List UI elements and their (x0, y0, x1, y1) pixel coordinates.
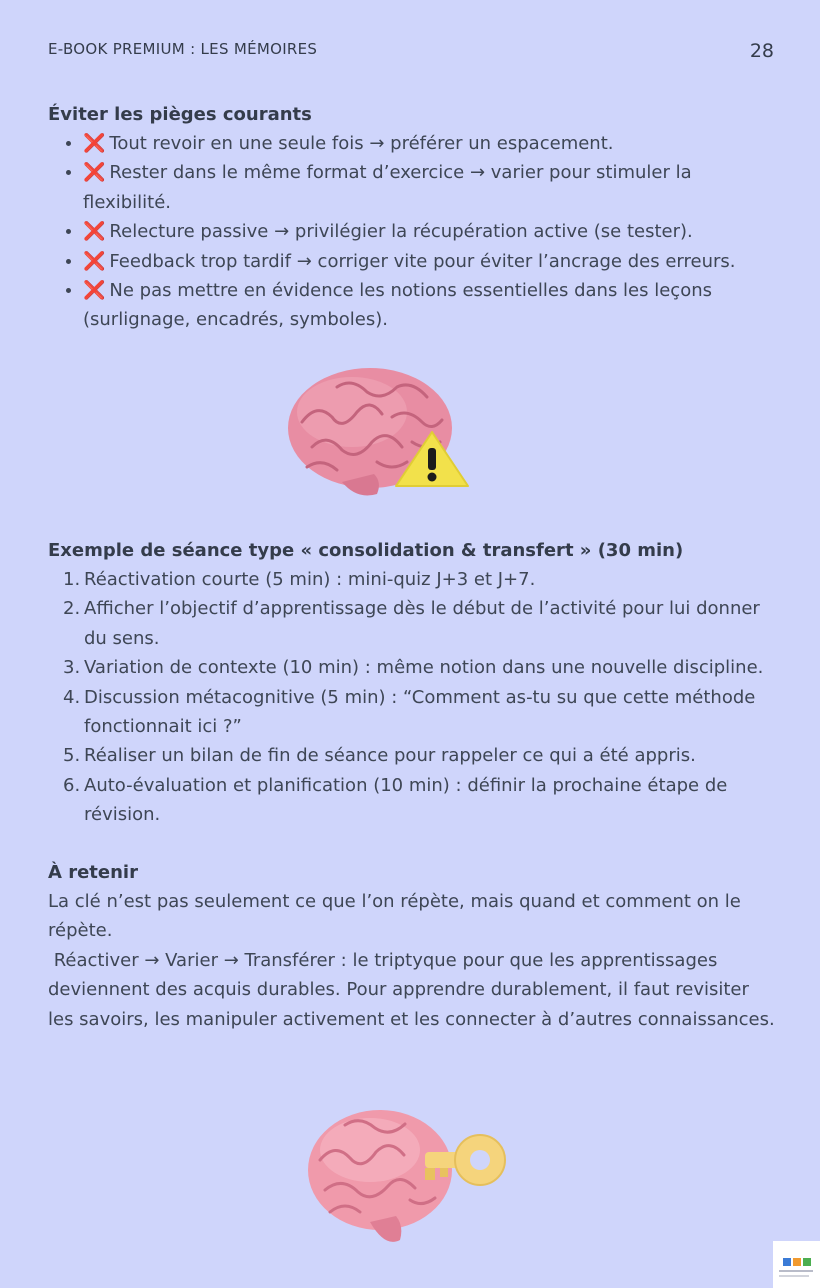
session-step: 2. Afficher l’objectif d’apprentissage dès le début de l’activité pour lui donner du sens. (63, 598, 760, 649)
session-step: 5. Réaliser un bilan de fin de séance pour rappeler ce qui a été appris. (63, 745, 696, 767)
brain-key-illustration (300, 1100, 520, 1250)
session-step: 6. Auto-évaluation et planification (10 min) : définir la prochaine étape de révision. (63, 774, 728, 826)
pitfall-item: • ❌ Rester dans le même format d’exercice → varier pour stimuler la flexibilité. (83, 158, 780, 217)
retain-paragraph: Réactiver → Varier → Transférer : le triptyque pour que les apprentissages deviennent des acquis durables. Pour apprendre durablement, il faut revisiter les savoirs, les manipuler activement et les connecter à d’autres connaissances. (48, 949, 775, 1030)
page-header (48, 40, 774, 64)
logo-caption-line (779, 1270, 813, 1272)
session-heading: Exemple de séance type « consolidation & transfert » (30 min) (48, 540, 684, 561)
brain-warning-illustration (282, 362, 472, 502)
retain-heading: À retenir (48, 862, 138, 883)
pitfall-item: • ❌ Tout revoir en une seule fois → préférer un espacement. (83, 129, 780, 158)
logo-mark-orange (793, 1258, 801, 1266)
logo-mark-green (803, 1258, 811, 1266)
page-number: 28 (749, 40, 774, 62)
session-step: 4. Discussion métacognitive (5 min) : “Comment as-tu su que cette méthode fonctionnait ici ?” (63, 686, 756, 738)
session-step: 1. Réactivation courte (5 min) : mini-quiz J+3 et J+7. (63, 569, 536, 590)
logo-mark-blue (783, 1258, 791, 1266)
session-section (48, 536, 780, 830)
logo-caption-line (779, 1275, 809, 1277)
pitfalls-heading: Éviter les pièges courants (48, 104, 312, 125)
session-steps (48, 565, 780, 830)
cross-icon: ❌ (83, 133, 106, 154)
cross-icon: ❌ (83, 250, 106, 272)
cross-icon: ❌ (83, 221, 106, 243)
pitfall-item: • ❌ Ne pas mettre en évidence les notions essentielles dans les leçons (surlignage, encadrés, symboles). (83, 276, 780, 335)
pitfalls-section (48, 100, 780, 335)
cross-icon: ❌ (83, 280, 106, 302)
retain-section (48, 858, 780, 1034)
pitfalls-list (48, 129, 780, 335)
pitfall-item: • ❌ Relecture passive → privilégier la récupération active (se tester). (83, 217, 780, 246)
retain-paragraph: La clé n’est pas seulement ce que l’on répète, mais quand et comment on le répète. (48, 891, 741, 942)
pitfall-item: • ❌ Feedback trop tardif → corriger vite pour éviter l’ancrage des erreurs. (83, 247, 780, 276)
session-step: 3. Variation de contexte (10 min) : même notion dans une nouvelle discipline. (63, 657, 764, 679)
ebook-title: E-BOOK PREMIUM : LES MÉMOIRES (48, 40, 318, 58)
cross-icon: ❌ (83, 162, 106, 184)
publisher-logo (773, 1241, 820, 1288)
